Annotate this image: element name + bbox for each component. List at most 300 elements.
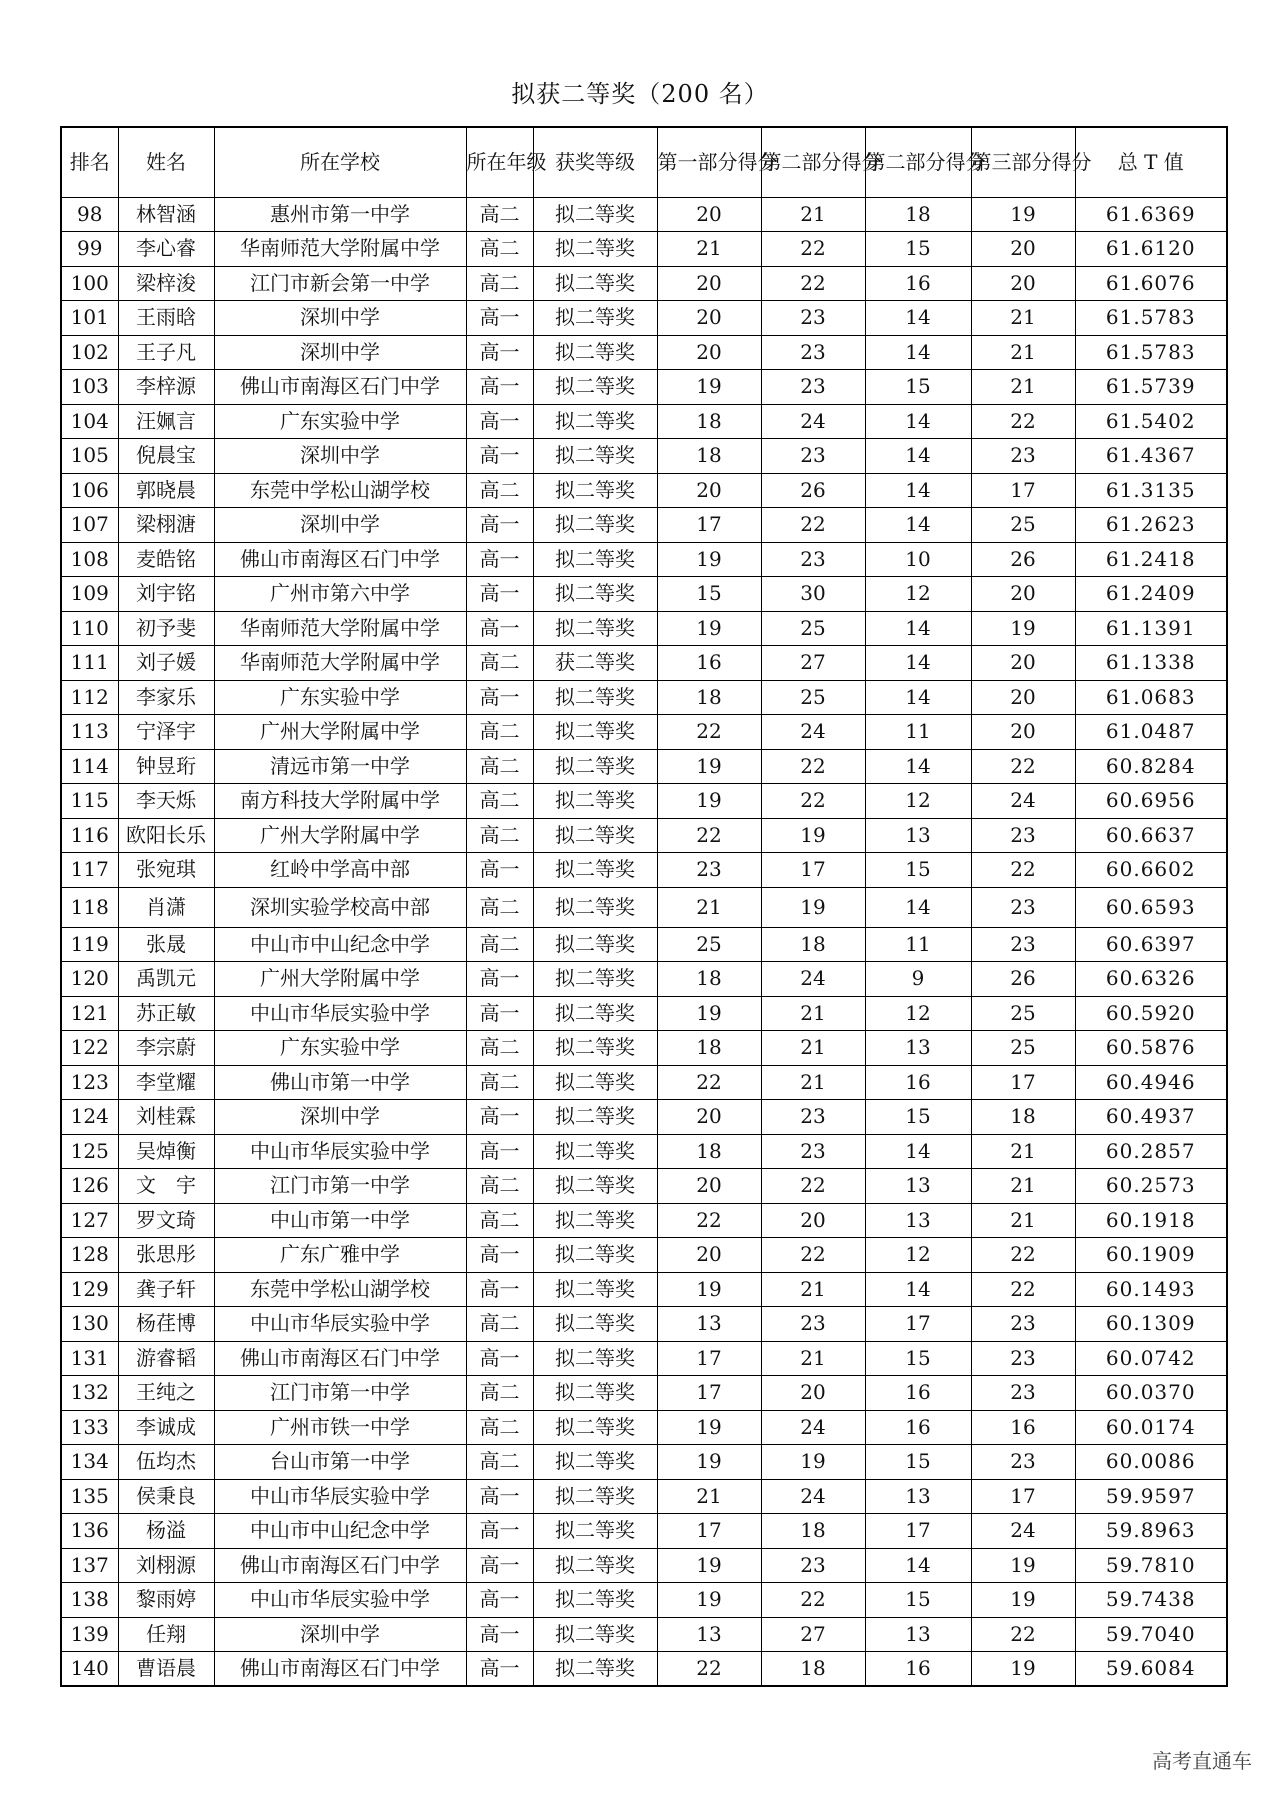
name-cell: 王纯之 (118, 1376, 214, 1411)
part2b-score-cell: 13 (865, 1479, 971, 1514)
school-cell: 中山市华辰实验中学 (214, 1307, 466, 1342)
rank-cell: 129 (61, 1272, 118, 1307)
rank-cell: 106 (61, 473, 118, 508)
part2b-score-cell: 12 (865, 784, 971, 819)
part3-score-cell: 21 (971, 1169, 1075, 1204)
school-cell: 深圳中学 (214, 335, 466, 370)
name-cell: 吴焯衡 (118, 1134, 214, 1169)
part2-score-cell: 24 (761, 962, 865, 997)
part2-score-cell: 21 (761, 1065, 865, 1100)
rank-cell: 111 (61, 646, 118, 681)
grade-cell: 高二 (466, 1203, 533, 1238)
grade-cell: 高二 (466, 266, 533, 301)
total-t-cell: 60.0370 (1075, 1376, 1227, 1411)
part3-score-cell: 16 (971, 1410, 1075, 1445)
part2-score-cell: 20 (761, 1203, 865, 1238)
part3-score-cell: 17 (971, 1479, 1075, 1514)
part3-score-cell: 23 (971, 1445, 1075, 1480)
total-t-cell: 61.5783 (1075, 335, 1227, 370)
part2b-score-cell: 14 (865, 439, 971, 474)
table-row (61, 818, 1227, 853)
award-cell: 拟二等奖 (533, 473, 657, 508)
column-header: 所在年级 (466, 127, 533, 197)
grade-cell: 高一 (466, 1134, 533, 1169)
grade-cell: 高一 (466, 996, 533, 1031)
part1-score-cell: 22 (657, 1203, 761, 1238)
rank-cell: 130 (61, 1307, 118, 1342)
total-t-cell: 61.0487 (1075, 715, 1227, 750)
part3-score-cell: 22 (971, 1238, 1075, 1273)
school-cell: 广州大学附属中学 (214, 818, 466, 853)
part2-score-cell: 22 (761, 1583, 865, 1618)
part2b-score-cell: 14 (865, 887, 971, 927)
part1-score-cell: 18 (657, 439, 761, 474)
grade-cell: 高二 (466, 197, 533, 232)
part2b-score-cell: 14 (865, 1548, 971, 1583)
part2-score-cell: 18 (761, 1652, 865, 1687)
total-t-cell: 60.4946 (1075, 1065, 1227, 1100)
table-row (61, 646, 1227, 681)
grade-cell: 高一 (466, 611, 533, 646)
part2-score-cell: 27 (761, 646, 865, 681)
table-row (61, 1238, 1227, 1273)
total-t-cell: 61.2409 (1075, 577, 1227, 612)
grade-cell: 高一 (466, 439, 533, 474)
table-row (61, 266, 1227, 301)
rank-cell: 118 (61, 887, 118, 927)
award-cell: 拟二等奖 (533, 715, 657, 750)
grade-cell: 高二 (466, 1065, 533, 1100)
part3-score-cell: 19 (971, 197, 1075, 232)
part3-score-cell: 23 (971, 1307, 1075, 1342)
award-cell: 拟二等奖 (533, 1617, 657, 1652)
part2b-score-cell: 15 (865, 232, 971, 267)
rank-cell: 100 (61, 266, 118, 301)
part2b-score-cell: 14 (865, 749, 971, 784)
rank-cell: 137 (61, 1548, 118, 1583)
part2-score-cell: 21 (761, 197, 865, 232)
name-cell: 任翔 (118, 1617, 214, 1652)
part1-score-cell: 19 (657, 784, 761, 819)
grade-cell: 高二 (466, 715, 533, 750)
part2-score-cell: 19 (761, 818, 865, 853)
part1-score-cell: 19 (657, 370, 761, 405)
rank-cell: 110 (61, 611, 118, 646)
table-body (61, 197, 1227, 1686)
name-cell: 梁梓浚 (118, 266, 214, 301)
part2b-score-cell: 13 (865, 1031, 971, 1066)
total-t-cell: 59.7810 (1075, 1548, 1227, 1583)
name-cell: 游睿韬 (118, 1341, 214, 1376)
school-cell: 深圳中学 (214, 1100, 466, 1135)
part2-score-cell: 24 (761, 715, 865, 750)
part1-score-cell: 22 (657, 818, 761, 853)
total-t-cell: 60.6397 (1075, 927, 1227, 962)
rank-cell: 103 (61, 370, 118, 405)
school-cell: 广东广雅中学 (214, 1238, 466, 1273)
part2-score-cell: 21 (761, 1341, 865, 1376)
part2-score-cell: 20 (761, 1376, 865, 1411)
school-cell: 佛山市南海区石门中学 (214, 1652, 466, 1687)
column-header: 获奖等级 (533, 127, 657, 197)
rank-cell: 138 (61, 1583, 118, 1618)
school-cell: 江门市第一中学 (214, 1376, 466, 1411)
column-header: 第二部分得分 (865, 127, 971, 197)
total-t-cell: 60.0086 (1075, 1445, 1227, 1480)
school-cell: 佛山市第一中学 (214, 1065, 466, 1100)
part2b-score-cell: 11 (865, 715, 971, 750)
part3-score-cell: 22 (971, 853, 1075, 888)
school-cell: 深圳实验学校高中部 (214, 887, 466, 927)
name-cell: 李天烁 (118, 784, 214, 819)
grade-cell: 高二 (466, 818, 533, 853)
total-t-cell: 61.5783 (1075, 301, 1227, 336)
part1-score-cell: 19 (657, 542, 761, 577)
part1-score-cell: 20 (657, 1100, 761, 1135)
table-row (61, 887, 1227, 927)
table-row (61, 232, 1227, 267)
name-cell: 李宗蔚 (118, 1031, 214, 1066)
award-cell: 拟二等奖 (533, 542, 657, 577)
school-cell: 广东实验中学 (214, 404, 466, 439)
school-cell: 广州市第六中学 (214, 577, 466, 612)
school-cell: 华南师范大学附属中学 (214, 611, 466, 646)
total-t-cell: 60.1309 (1075, 1307, 1227, 1342)
table-row (61, 439, 1227, 474)
part1-score-cell: 20 (657, 473, 761, 508)
total-t-cell: 60.1493 (1075, 1272, 1227, 1307)
grade-cell: 高一 (466, 1652, 533, 1687)
school-cell: 清远市第一中学 (214, 749, 466, 784)
part3-score-cell: 19 (971, 1652, 1075, 1687)
award-cell: 拟二等奖 (533, 749, 657, 784)
part3-score-cell: 20 (971, 680, 1075, 715)
rank-cell: 139 (61, 1617, 118, 1652)
grade-cell: 高一 (466, 1514, 533, 1549)
part2b-score-cell: 16 (865, 1410, 971, 1445)
total-t-cell: 60.2573 (1075, 1169, 1227, 1204)
award-cell: 拟二等奖 (533, 1203, 657, 1238)
watermark-text: 高考直通车 (1152, 1749, 1252, 1773)
award-cell: 拟二等奖 (533, 1445, 657, 1480)
part2-score-cell: 18 (761, 1514, 865, 1549)
grade-cell: 高二 (466, 927, 533, 962)
column-header: 第一部分得分 (657, 127, 761, 197)
part3-score-cell: 22 (971, 749, 1075, 784)
part3-score-cell: 24 (971, 784, 1075, 819)
part3-score-cell: 25 (971, 508, 1075, 543)
part2b-score-cell: 15 (865, 1583, 971, 1618)
rank-cell: 136 (61, 1514, 118, 1549)
rank-cell: 120 (61, 962, 118, 997)
part1-score-cell: 16 (657, 646, 761, 681)
award-cell: 拟二等奖 (533, 1272, 657, 1307)
total-t-cell: 61.6120 (1075, 232, 1227, 267)
part2b-score-cell: 12 (865, 1238, 971, 1273)
school-cell: 中山市中山纪念中学 (214, 927, 466, 962)
award-cell: 拟二等奖 (533, 404, 657, 439)
part2-score-cell: 19 (761, 887, 865, 927)
school-cell: 华南师范大学附属中学 (214, 646, 466, 681)
part2-score-cell: 23 (761, 1134, 865, 1169)
award-cell: 拟二等奖 (533, 1031, 657, 1066)
name-cell: 苏正敏 (118, 996, 214, 1031)
table-row (61, 1031, 1227, 1066)
name-cell: 钟昱珩 (118, 749, 214, 784)
table-row (61, 853, 1227, 888)
name-cell: 郭晓晨 (118, 473, 214, 508)
award-cell: 拟二等奖 (533, 1410, 657, 1445)
part3-score-cell: 23 (971, 1341, 1075, 1376)
name-cell: 麦皓铭 (118, 542, 214, 577)
grade-cell: 高一 (466, 542, 533, 577)
name-cell: 侯秉良 (118, 1479, 214, 1514)
total-t-cell: 60.1909 (1075, 1238, 1227, 1273)
part2b-score-cell: 11 (865, 927, 971, 962)
award-cell: 拟二等奖 (533, 887, 657, 927)
award-cell: 拟二等奖 (533, 1479, 657, 1514)
part2b-score-cell: 13 (865, 1169, 971, 1204)
table-row (61, 335, 1227, 370)
total-t-cell: 59.7438 (1075, 1583, 1227, 1618)
school-cell: 佛山市南海区石门中学 (214, 370, 466, 405)
total-t-cell: 60.1918 (1075, 1203, 1227, 1238)
part2-score-cell: 23 (761, 1307, 865, 1342)
total-t-cell: 61.2623 (1075, 508, 1227, 543)
award-cell: 拟二等奖 (533, 577, 657, 612)
grade-cell: 高二 (466, 784, 533, 819)
grade-cell: 高一 (466, 404, 533, 439)
name-cell: 张晟 (118, 927, 214, 962)
name-cell: 黎雨婷 (118, 1583, 214, 1618)
school-cell: 中山市第一中学 (214, 1203, 466, 1238)
part1-score-cell: 13 (657, 1307, 761, 1342)
part1-score-cell: 17 (657, 508, 761, 543)
part2b-score-cell: 12 (865, 996, 971, 1031)
table-row (61, 1065, 1227, 1100)
part3-score-cell: 26 (971, 542, 1075, 577)
award-cell: 拟二等奖 (533, 1341, 657, 1376)
name-cell: 梁栩溏 (118, 508, 214, 543)
part3-score-cell: 18 (971, 1100, 1075, 1135)
total-t-cell: 61.5739 (1075, 370, 1227, 405)
award-cell: 拟二等奖 (533, 680, 657, 715)
name-cell: 龚子轩 (118, 1272, 214, 1307)
part3-score-cell: 20 (971, 646, 1075, 681)
grade-cell: 高一 (466, 680, 533, 715)
part2-score-cell: 22 (761, 1238, 865, 1273)
part1-score-cell: 21 (657, 232, 761, 267)
table-row (61, 927, 1227, 962)
rank-cell: 99 (61, 232, 118, 267)
award-cell: 拟二等奖 (533, 1238, 657, 1273)
rank-cell: 113 (61, 715, 118, 750)
grade-cell: 高二 (466, 1445, 533, 1480)
grade-cell: 高一 (466, 1617, 533, 1652)
award-cell: 拟二等奖 (533, 1307, 657, 1342)
part2-score-cell: 21 (761, 1272, 865, 1307)
award-cell: 拟二等奖 (533, 370, 657, 405)
part2b-score-cell: 12 (865, 577, 971, 612)
part3-score-cell: 21 (971, 370, 1075, 405)
part1-score-cell: 20 (657, 1238, 761, 1273)
part3-score-cell: 23 (971, 439, 1075, 474)
award-cell: 拟二等奖 (533, 996, 657, 1031)
name-cell: 王子凡 (118, 335, 214, 370)
part1-score-cell: 23 (657, 853, 761, 888)
award-cell: 拟二等奖 (533, 266, 657, 301)
part3-score-cell: 21 (971, 1203, 1075, 1238)
name-cell: 罗文琦 (118, 1203, 214, 1238)
page-title: 拟获二等奖（200 名） (511, 80, 769, 108)
total-t-cell: 60.2857 (1075, 1134, 1227, 1169)
table-row (61, 1652, 1227, 1687)
part2b-score-cell: 13 (865, 1203, 971, 1238)
rank-cell: 109 (61, 577, 118, 612)
rank-cell: 104 (61, 404, 118, 439)
award-cell: 拟二等奖 (533, 1548, 657, 1583)
part3-score-cell: 20 (971, 577, 1075, 612)
part1-score-cell: 19 (657, 1410, 761, 1445)
total-t-cell: 60.5876 (1075, 1031, 1227, 1066)
part2b-score-cell: 14 (865, 404, 971, 439)
part3-score-cell: 23 (971, 818, 1075, 853)
table-row (61, 473, 1227, 508)
part1-score-cell: 22 (657, 1065, 761, 1100)
rank-cell: 119 (61, 927, 118, 962)
table-row (61, 1100, 1227, 1135)
part2-score-cell: 22 (761, 266, 865, 301)
award-cell: 拟二等奖 (533, 1652, 657, 1687)
part3-score-cell: 22 (971, 404, 1075, 439)
part1-score-cell: 25 (657, 927, 761, 962)
table-row (61, 680, 1227, 715)
school-cell: 广东实验中学 (214, 1031, 466, 1066)
rank-cell: 114 (61, 749, 118, 784)
name-cell: 杨荏博 (118, 1307, 214, 1342)
part2b-score-cell: 14 (865, 611, 971, 646)
school-cell: 广州市铁一中学 (214, 1410, 466, 1445)
rank-cell: 98 (61, 197, 118, 232)
award-cell: 拟二等奖 (533, 439, 657, 474)
grade-cell: 高二 (466, 473, 533, 508)
grade-cell: 高一 (466, 370, 533, 405)
award-cell: 拟二等奖 (533, 1100, 657, 1135)
rank-cell: 126 (61, 1169, 118, 1204)
part1-score-cell: 19 (657, 1445, 761, 1480)
part2-score-cell: 30 (761, 577, 865, 612)
part1-score-cell: 19 (657, 1548, 761, 1583)
school-cell: 广州大学附属中学 (214, 715, 466, 750)
table-row (61, 301, 1227, 336)
part2b-score-cell: 16 (865, 1652, 971, 1687)
part3-score-cell: 17 (971, 473, 1075, 508)
rank-cell: 112 (61, 680, 118, 715)
part1-score-cell: 19 (657, 996, 761, 1031)
total-t-cell: 60.6593 (1075, 887, 1227, 927)
school-cell: 东莞中学松山湖学校 (214, 1272, 466, 1307)
school-cell: 江门市第一中学 (214, 1169, 466, 1204)
award-cell: 拟二等奖 (533, 818, 657, 853)
table-row (61, 542, 1227, 577)
rank-cell: 122 (61, 1031, 118, 1066)
grade-cell: 高一 (466, 508, 533, 543)
table-row (61, 749, 1227, 784)
school-cell: 中山市中山纪念中学 (214, 1514, 466, 1549)
table-row (61, 370, 1227, 405)
name-cell: 刘桂霖 (118, 1100, 214, 1135)
award-cell: 拟二等奖 (533, 1583, 657, 1618)
part2-score-cell: 23 (761, 439, 865, 474)
results-table (60, 126, 1228, 1687)
part2-score-cell: 23 (761, 370, 865, 405)
column-header: 姓名 (118, 127, 214, 197)
school-cell: 深圳中学 (214, 301, 466, 336)
name-cell: 李家乐 (118, 680, 214, 715)
name-cell: 刘宇铭 (118, 577, 214, 612)
column-header: 总 T 值 (1075, 127, 1227, 197)
school-cell: 中山市华辰实验中学 (214, 1134, 466, 1169)
grade-cell: 高一 (466, 1341, 533, 1376)
part2b-score-cell: 13 (865, 1617, 971, 1652)
part2-score-cell: 25 (761, 611, 865, 646)
grade-cell: 高一 (466, 1238, 533, 1273)
rank-cell: 133 (61, 1410, 118, 1445)
award-cell: 拟二等奖 (533, 197, 657, 232)
part1-score-cell: 21 (657, 1479, 761, 1514)
part2-score-cell: 24 (761, 1479, 865, 1514)
part2b-score-cell: 14 (865, 1134, 971, 1169)
column-header: 排名 (61, 127, 118, 197)
name-cell: 汪姵言 (118, 404, 214, 439)
part1-score-cell: 19 (657, 1583, 761, 1618)
name-cell: 宁泽宇 (118, 715, 214, 750)
table-row (61, 1169, 1227, 1204)
part1-score-cell: 20 (657, 266, 761, 301)
name-cell: 禹凯元 (118, 962, 214, 997)
award-cell: 拟二等奖 (533, 927, 657, 962)
rank-cell: 131 (61, 1341, 118, 1376)
part2-score-cell: 21 (761, 996, 865, 1031)
table-row (61, 996, 1227, 1031)
table-row (61, 1410, 1227, 1445)
part1-score-cell: 18 (657, 962, 761, 997)
rank-cell: 124 (61, 1100, 118, 1135)
table-row (61, 1548, 1227, 1583)
grade-cell: 高一 (466, 577, 533, 612)
part2b-score-cell: 15 (865, 1100, 971, 1135)
award-cell: 拟二等奖 (533, 508, 657, 543)
grade-cell: 高一 (466, 1548, 533, 1583)
school-cell: 佛山市南海区石门中学 (214, 1548, 466, 1583)
school-cell: 中山市华辰实验中学 (214, 1479, 466, 1514)
grade-cell: 高一 (466, 1100, 533, 1135)
part1-score-cell: 20 (657, 1169, 761, 1204)
total-t-cell: 60.6956 (1075, 784, 1227, 819)
name-cell: 刘栩源 (118, 1548, 214, 1583)
table-row (61, 1272, 1227, 1307)
part1-score-cell: 18 (657, 1134, 761, 1169)
name-cell: 李堂耀 (118, 1065, 214, 1100)
part2b-score-cell: 14 (865, 335, 971, 370)
part2-score-cell: 22 (761, 1169, 865, 1204)
school-cell: 南方科技大学附属中学 (214, 784, 466, 819)
name-cell: 肖潇 (118, 887, 214, 927)
award-cell: 拟二等奖 (533, 1376, 657, 1411)
rank-cell: 121 (61, 996, 118, 1031)
total-t-cell: 59.8963 (1075, 1514, 1227, 1549)
school-cell: 佛山市南海区石门中学 (214, 1341, 466, 1376)
